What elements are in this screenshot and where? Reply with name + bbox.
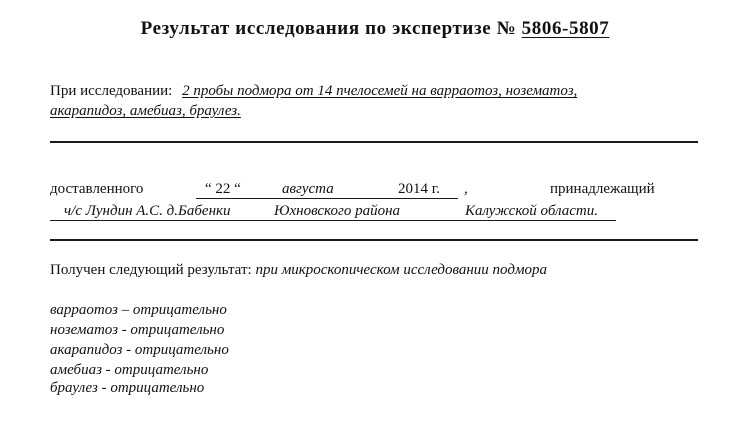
owner-region: Калужской области. xyxy=(465,203,598,219)
owner-name: ч/с Лундин А.С. д.Бабенки xyxy=(64,203,231,219)
study-label: При исследовании: xyxy=(50,83,173,99)
delivery-year: 2014 г. xyxy=(398,181,440,197)
owner-underline xyxy=(50,220,616,221)
delivery-day: “ 22 “ xyxy=(205,181,241,197)
document-title xyxy=(0,18,750,40)
delivery-month: августа xyxy=(282,181,334,197)
result-label: Получен следующий результат: xyxy=(50,262,252,278)
result-line xyxy=(50,262,547,279)
title-prefix: Результат исследования по экспертизе № xyxy=(140,18,517,39)
owner-label: принадлежащий xyxy=(550,181,655,197)
result-item-acarapidosis: акарапидоз - отрицательно xyxy=(50,342,229,358)
study-text-1: 2 пробы подмора от 14 пчелосемей на варраотоз, нозематоз, xyxy=(182,83,578,99)
result-item-varroatosis: варраотоз – отрицательно xyxy=(50,302,227,318)
result-item-amoebiasis: амебиаз - отрицательно xyxy=(50,362,209,378)
study-text-2: акарапидоз, амебиаз, браулез. xyxy=(50,103,241,119)
divider-2 xyxy=(50,239,698,241)
divider-1 xyxy=(50,141,698,143)
expertise-number: 5806-5807 xyxy=(521,18,610,39)
result-item-braulosis: браулез - отрицательно xyxy=(50,380,205,396)
owner-district: Юхновского района xyxy=(274,203,401,219)
delivery-label: доставленного xyxy=(50,181,144,197)
result-method: при микроскопическом исследовании подмора xyxy=(255,262,548,278)
study-line-1 xyxy=(50,83,577,100)
result-item-nosematosis: нозематоз - отрицательно xyxy=(50,322,225,338)
date-underline xyxy=(196,198,458,199)
delivery-comma: , xyxy=(464,181,468,197)
